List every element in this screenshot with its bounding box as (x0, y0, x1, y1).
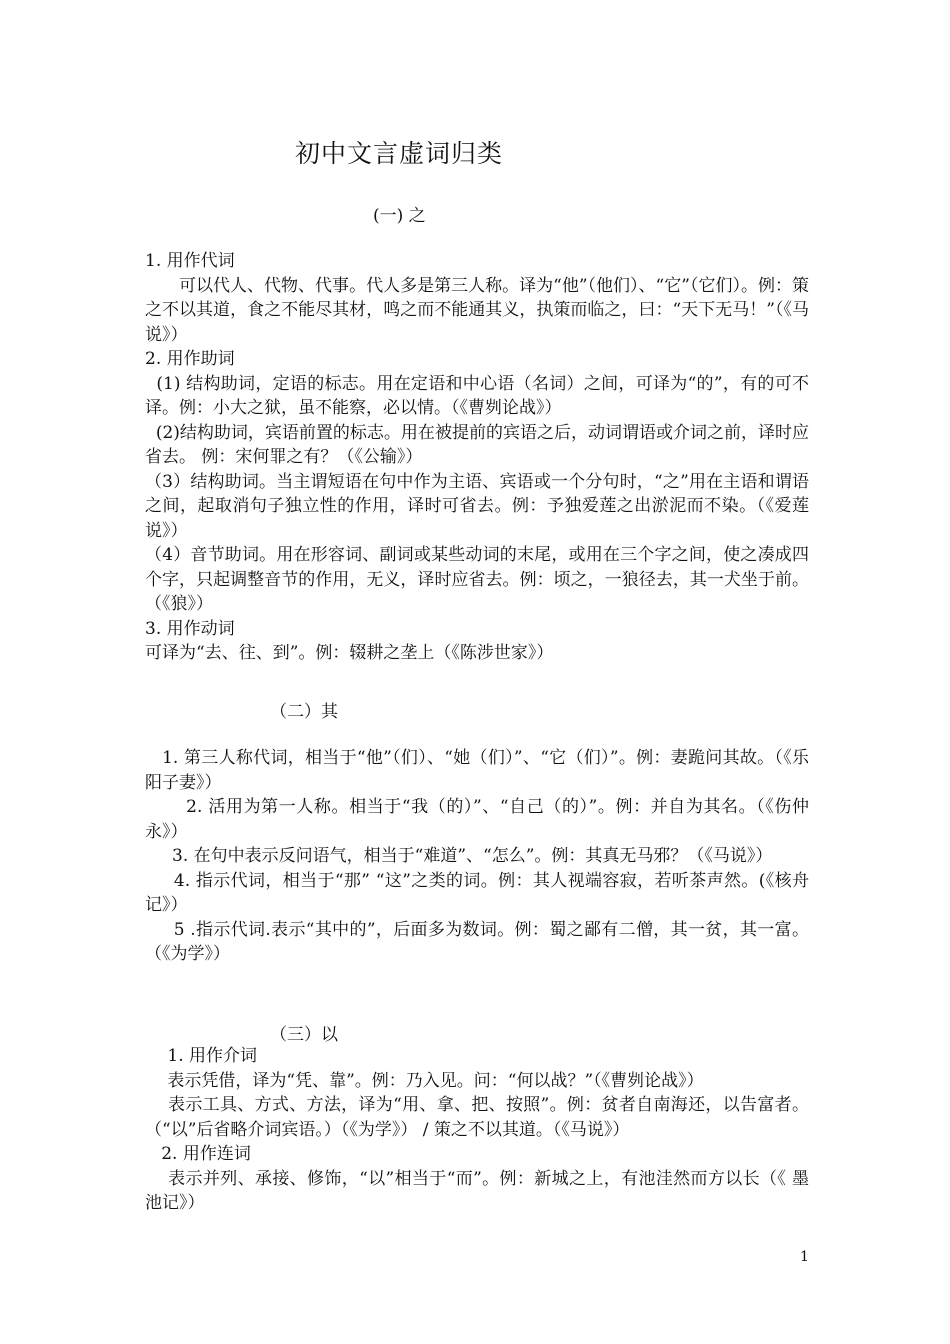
paragraph: 表示工具、方式、方法，译为“用、拿、把、按照”。例：贫者自南海还，以告富者。（“以”后省略介词宾语。）（《为学》） / 策之不以其道。（《马说》） (145, 1095, 809, 1140)
section-body-yi (145, 1044, 809, 1216)
page-number: 1 (800, 1249, 809, 1265)
paragraph: 4. 指示代词，相当于“那” “这”之类的词。例：其人视端容寂，若听茶声然。(《核舟记》） (145, 870, 809, 915)
paragraph: 1. 用作介词 (145, 1046, 258, 1066)
document-title: 初中文言虚词归类 (295, 139, 504, 168)
paragraph: 3. 在句中表示反问语气，相当于“难道”、“怎么”。例：其真无马邪？（《马说》） (145, 846, 773, 866)
paragraph: 可以代人、代物、代事。代人多是第三人称。译为“他”（他们）、“它”（它们）。例：策之不以其道，食之不能尽其材，鸣之而不能通其义，执策而临之，曰：“天下无马！”（《马说》） (145, 275, 809, 345)
paragraph: （4）音节助词。用在形容词、副词或某些动词的末尾，或用在三个字之间，使之凑成四个字，只起调整音节的作用，无义，译时应省去。例：顷之，一狼径去，其一犬坐于前。（《狼》） (145, 545, 809, 614)
paragraph: 表示凭借，译为“凭、靠”。例：乃入见。问：“何以战？”（《曹刿论战》） (145, 1070, 704, 1091)
paragraph: 2. 活用为第一人称。相当于“我（的）”、“自己（的）”。例：并自为其名。（《伤仲永》） (145, 797, 809, 842)
paragraph: 2. 用作连词 (145, 1144, 251, 1164)
paragraph: 1. 第三人称代词，相当于“他”（们）、“她（们）”、“它（们）”。例：妻跪问其故。（《乐阳子妻》） (145, 748, 809, 793)
paragraph: （3）结构助词。当主谓短语在句中作为主语、宾语或一个分句时，“之”用在主语和谓语之间，起取消句子独立性的作用，译时可省去。例：予独爱莲之出淤泥而不染。（《爱莲说》） (145, 471, 809, 541)
paragraph: 1. 用作代词 (145, 251, 235, 271)
paragraph: 2. 用作助词 (145, 349, 235, 369)
paragraph: 3. 用作动词 (145, 618, 235, 639)
paragraph: 可译为“去、往、到”。例：辍耕之垄上（《陈涉世家》） (145, 643, 554, 663)
section-body-qi (145, 746, 809, 967)
paragraph: (1) 结构助词，定语的标志。用在定语和中心语（名词）之间，可译为“的”，有的可不译。例：小大之狱，虽不能察，必以情。（《曹刿论战》） (145, 373, 809, 418)
section-heading-yi: （三）以 (270, 1025, 338, 1045)
section-body-zhi (145, 249, 809, 666)
paragraph: 5 .指示代词.表示“其中的”，后面多为数词。例：蜀之鄙有二僧，其一贫，其一富。（《为学》） (145, 919, 809, 964)
section-heading-zhi: (一) 之 (373, 206, 426, 226)
section-heading-qi: （二）其 (270, 702, 338, 722)
paragraph: (2)结构助词，宾语前置的标志。用在被提前的宾语之后，动词谓语或介词之前，译时应省去。 例：宋何罪之有？（《公输》） (145, 422, 809, 467)
paragraph: 表示并列、承接、修饰，“以”相当于“而”。例：新城之上，有池洼然而方以长（《 墨池记》） (145, 1168, 809, 1213)
